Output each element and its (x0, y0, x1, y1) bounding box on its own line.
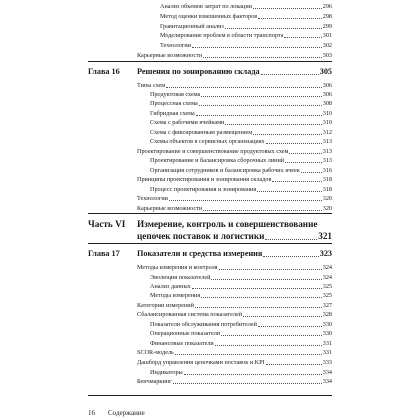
entry-page-number: 302 (322, 42, 332, 49)
dot-leader (258, 326, 322, 327)
entry-title: Решения по зонированию склада (137, 67, 260, 76)
toc-entry[interactable] (137, 147, 332, 156)
dot-leader (219, 269, 322, 270)
toc-entry[interactable] (150, 109, 332, 118)
toc-entry[interactable] (137, 204, 332, 213)
toc-row (0, 51, 420, 60)
toc-row (0, 291, 420, 300)
toc-row (0, 282, 420, 291)
entry-page-number: 318 (322, 176, 332, 183)
dot-leader (257, 191, 322, 192)
toc-entry[interactable] (160, 22, 332, 31)
toc-entry[interactable] (150, 273, 332, 282)
dot-leader (211, 279, 321, 280)
entry-page-number: 324 (322, 264, 332, 271)
entry-title: Эволюция показателей (150, 274, 211, 281)
dot-leader (175, 354, 322, 355)
toc-row (0, 185, 420, 194)
entry-title: Сбалансированная система показателей (137, 311, 242, 318)
dot-leader (253, 134, 322, 135)
dot-leader (215, 345, 322, 346)
entry-page-number: 320 (322, 195, 332, 202)
entry-page-number: 310 (322, 110, 332, 117)
entry-title: Анализ объемов затрат по локации (160, 3, 252, 10)
entry-title: Финансовые показатели (150, 340, 214, 347)
dot-leader (289, 153, 321, 154)
entry-title: Типы схем (137, 82, 166, 89)
toc-entry[interactable] (137, 51, 332, 60)
entry-title: Технологии (160, 42, 191, 49)
section-divider (88, 243, 332, 244)
entry-page-number: 320 (322, 205, 332, 212)
dot-leader (201, 96, 321, 97)
entry-page-number: 330 (322, 321, 332, 328)
chapter-row (0, 66, 420, 77)
entry-title: Продуктовая схема (150, 91, 201, 98)
dot-leader (192, 288, 322, 289)
toc-row (0, 109, 420, 118)
entry-title: Анализ данных (150, 283, 191, 290)
toc-entry[interactable] (150, 90, 332, 99)
entry-page-number: 308 (322, 100, 332, 107)
toc-entry[interactable] (160, 41, 332, 50)
toc-entry[interactable] (150, 339, 332, 348)
entry-title: Показатели обслуживания потребителей (150, 321, 257, 328)
entry-page-number: 303 (322, 52, 332, 59)
toc-entry[interactable] (150, 320, 332, 329)
entry-page-number: 333 (322, 359, 332, 366)
toc-entry[interactable] (150, 282, 332, 291)
toc-row (0, 320, 420, 329)
entry-title: Карьерные возможности (137, 52, 203, 59)
entry-page-number: 324 (322, 274, 332, 281)
toc-row (0, 166, 420, 175)
toc-row (0, 147, 420, 156)
toc-row (0, 12, 420, 21)
entry-page-number: 316 (322, 167, 332, 174)
footer-page-number: 16 (88, 409, 95, 417)
entry-page-number: 299 (322, 23, 332, 30)
toc-row (0, 368, 420, 377)
dot-leader (285, 162, 322, 163)
toc-entry[interactable] (150, 118, 332, 127)
dot-leader (166, 87, 322, 88)
entry-title: Операционные показатели (150, 330, 221, 337)
toc-entry[interactable] (150, 128, 332, 137)
toc-row (0, 301, 420, 310)
toc-row (0, 90, 420, 99)
dot-leader (263, 256, 318, 257)
toc-entry[interactable] (150, 291, 332, 300)
entry-title: Гибридная схема (150, 110, 195, 117)
entry-title: Моделирование проблем в области транспорта (160, 32, 284, 39)
toc-entry[interactable] (150, 368, 332, 377)
entry-page-number: 325 (322, 283, 332, 290)
entry-page-number: 318 (322, 186, 332, 193)
toc-row (0, 194, 420, 203)
dot-leader (266, 143, 322, 144)
dot-leader (284, 37, 321, 38)
dot-leader (184, 374, 322, 375)
toc-entry[interactable] (137, 263, 332, 272)
entry-page-number: 334 (322, 369, 332, 376)
part-row (0, 218, 420, 230)
toc-row (0, 339, 420, 348)
entry-page-number: 301 (322, 32, 332, 39)
section-divider (88, 61, 332, 62)
dot-leader (203, 210, 322, 211)
entry-title: Технологии (137, 195, 168, 202)
section-divider (88, 395, 332, 396)
toc-row (0, 175, 420, 184)
toc-entry[interactable] (150, 185, 332, 194)
entry-title: Гравитационный анализ (160, 23, 224, 30)
dot-leader (192, 47, 322, 48)
entry-title: Показатели и средства измерения (137, 249, 263, 258)
toc-entry[interactable] (137, 301, 332, 310)
dot-leader (253, 8, 322, 9)
chapter-label: Глава 16 (88, 67, 120, 76)
entry-page-number: 296 (322, 3, 332, 10)
entry-page-number: 321 (318, 231, 332, 241)
entry-page-number: 313 (322, 138, 332, 145)
entry-title: Процесс проектирования и зонирования (150, 186, 257, 193)
toc-row (0, 99, 420, 108)
entry-page-number: 323 (319, 249, 332, 258)
entry-title: Принципы проектирования и зонирования складов (137, 176, 272, 183)
toc-entry[interactable] (160, 2, 332, 11)
entry-page-number: 313 (322, 148, 332, 155)
entry-page-number: 306 (322, 82, 332, 89)
chapter-label: Глава 17 (88, 249, 120, 258)
toc-entry[interactable] (137, 66, 332, 77)
toc-row (0, 31, 420, 40)
entry-title: Метод оценки взвешенных факторов (160, 13, 258, 20)
toc-entry[interactable] (137, 248, 332, 259)
entry-title: Проектирование и балансировка сборочных линий (150, 157, 285, 164)
toc-row (0, 310, 420, 319)
entry-page-number: 328 (322, 311, 332, 318)
entry-title: Процессная схема (150, 100, 198, 107)
toc-entry[interactable] (160, 12, 332, 21)
part-label: Часть VI (88, 219, 126, 229)
entry-page-number: 330 (322, 330, 332, 337)
entry-title: Индикаторы (150, 369, 183, 376)
toc-row (0, 204, 420, 213)
dot-leader (261, 74, 319, 75)
toc-entry[interactable] (137, 194, 332, 203)
entry-title: Схема с рабочими ячейками (150, 119, 225, 126)
entry-title: Дашборд управления цепочками поставок и KPI (137, 359, 265, 366)
toc-entry[interactable] (150, 166, 332, 175)
dot-leader (196, 115, 322, 116)
entry-title: Методы измерения и контроля (137, 264, 218, 271)
entry-page-number: 306 (322, 91, 332, 98)
toc-row (0, 118, 420, 127)
toc-row (0, 329, 420, 338)
entry-page-number: 298 (322, 13, 332, 20)
toc-entry[interactable] (137, 175, 332, 184)
entry-page-number: 313 (322, 157, 332, 164)
part-row (0, 230, 420, 242)
dot-leader (272, 181, 321, 182)
toc-entry[interactable] (150, 329, 332, 338)
dot-leader (195, 307, 322, 308)
dot-leader (243, 316, 322, 317)
entry-title: цепочек поставок и логистики (137, 231, 265, 241)
entry-title: Карьерные возможности (137, 205, 203, 212)
entry-title: Проектирование и совершенствование продуктовых схем (137, 148, 289, 155)
dot-leader (221, 335, 322, 336)
dot-leader (199, 105, 322, 106)
toc-entry[interactable] (150, 156, 332, 165)
toc-row (0, 273, 420, 282)
toc-row (0, 156, 420, 165)
footer-section-title: Содержание (108, 409, 145, 417)
dot-leader (225, 28, 322, 29)
entry-title: Организация сотрудников и балансировка рабочих ячеек (150, 167, 300, 174)
toc-row (0, 377, 420, 386)
toc-entry[interactable] (137, 310, 332, 319)
dot-leader (173, 383, 322, 384)
dot-leader (301, 172, 322, 173)
entry-title: Бенчмаркинг (137, 378, 172, 385)
entry-page-number: 327 (322, 302, 332, 309)
toc-row (0, 41, 420, 50)
toc-entry[interactable] (137, 358, 332, 367)
dot-leader (266, 364, 322, 365)
entry-page-number: 334 (322, 378, 332, 385)
entry-title: Методы измерения (150, 292, 201, 299)
toc-row (0, 358, 420, 367)
toc-row (0, 81, 420, 90)
entry-page-number: 310 (322, 119, 332, 126)
toc-row (0, 263, 420, 272)
toc-entry[interactable] (137, 348, 332, 357)
toc-entry[interactable] (137, 377, 332, 386)
entry-page-number: 325 (322, 292, 332, 299)
entry-page-number: 331 (322, 340, 332, 347)
entry-page-number: 312 (322, 129, 332, 136)
toc-entry[interactable] (137, 230, 332, 242)
entry-page-number: 331 (322, 349, 332, 356)
entry-title: Схема с фиксированным размещением (150, 129, 253, 136)
part-title-line1[interactable]: Измерение, контроль и совершенствование (137, 219, 318, 229)
toc-row (0, 128, 420, 137)
entry-title: Категории измерений (137, 302, 194, 309)
toc-row (0, 137, 420, 146)
toc-row (0, 2, 420, 11)
section-divider (88, 213, 332, 214)
chapter-row (0, 248, 420, 259)
toc-entry[interactable] (137, 81, 332, 90)
toc-row (0, 348, 420, 357)
toc-entry[interactable] (150, 137, 332, 146)
toc-row (0, 22, 420, 31)
dot-leader (201, 297, 322, 298)
dot-leader (225, 124, 321, 125)
dot-leader (169, 200, 322, 201)
toc-entry[interactable] (160, 31, 332, 40)
entry-page-number: 305 (319, 67, 332, 76)
dot-leader (265, 239, 317, 240)
entry-title: Схемы объектов в сервисных организациях (150, 138, 265, 145)
dot-leader (258, 18, 322, 19)
dot-leader (203, 57, 322, 58)
toc-entry[interactable] (150, 99, 332, 108)
entry-title: SCOR-модель (137, 349, 174, 356)
